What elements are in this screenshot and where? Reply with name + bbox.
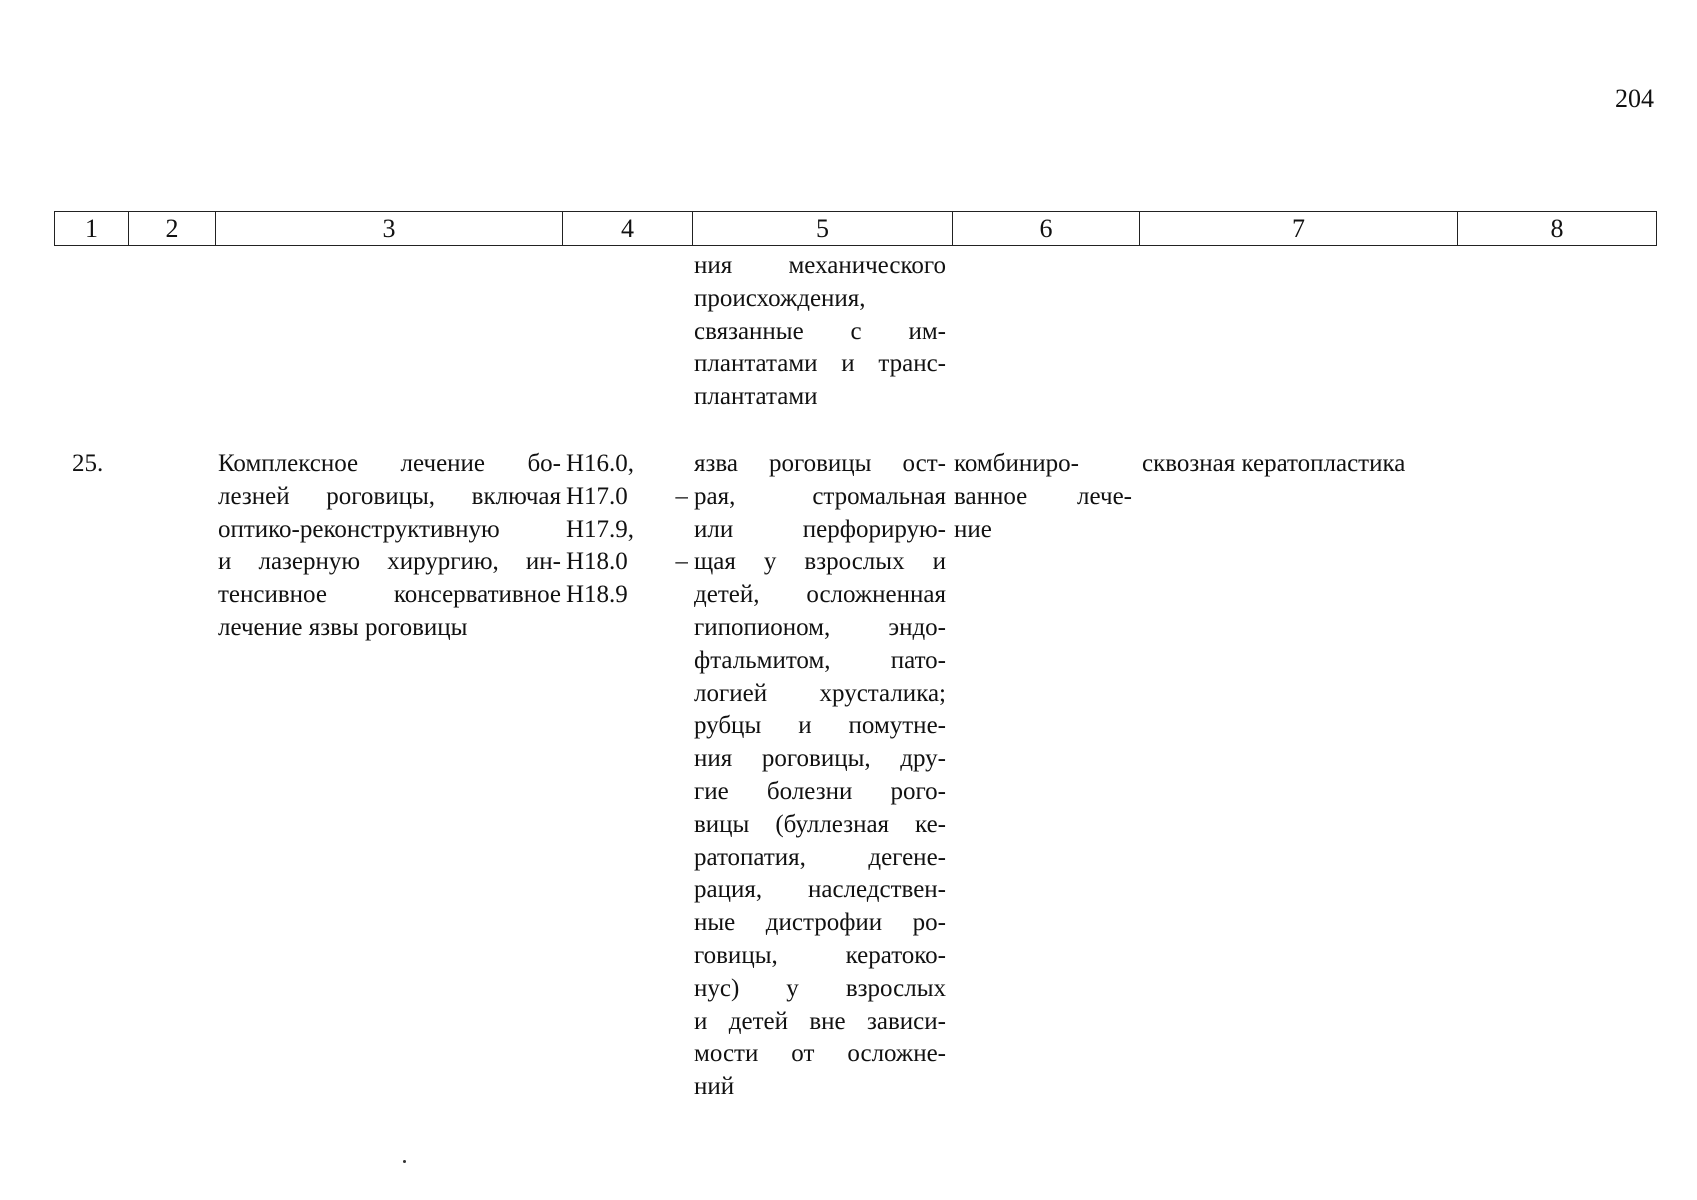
text-line: плантатами и транс- [694, 350, 946, 378]
text-line: ния роговицы, дру- [694, 745, 946, 773]
text-line: оптико-реконструктивную [218, 515, 500, 543]
text-line: язва роговицы ост- [694, 450, 946, 477]
text-line: плантатами [694, 383, 818, 411]
text-line: гие болезни рого- [694, 777, 946, 805]
text-line: H16.0, [566, 450, 635, 477]
row-col3-treatment-type [218, 448, 561, 645]
text-line: ние [954, 515, 992, 543]
text-line: логией хрусталика; [694, 679, 946, 707]
text-line: гипопионом, эндо- [694, 613, 946, 641]
row-col5-patient-model [694, 448, 946, 1104]
text-line: мости от осложне- [694, 1040, 946, 1068]
header-col-6: 6 [953, 212, 1140, 246]
scan-speck [403, 1160, 406, 1163]
header-col-4: 4 [563, 212, 693, 246]
text-line: сквозная кератопластика [1142, 450, 1406, 477]
text-line: лечение язвы роговицы [218, 613, 468, 641]
text-line: рая, стромальная [694, 482, 946, 510]
row-col6-treatment-kind [954, 448, 1132, 546]
text-line: детей, осложненная [694, 581, 946, 609]
header-col-2: 2 [129, 212, 216, 246]
header-col-7: 7 [1140, 212, 1458, 246]
text-line: тенсивное консервативное [218, 581, 561, 609]
text-line: лезней роговицы, включая [218, 482, 561, 510]
text-line: нус) у взрослых [694, 974, 946, 1002]
column-number-header [54, 211, 1657, 246]
text-line: рубцы и помутне- [694, 712, 946, 740]
text-line: фтальмитом, пато- [694, 646, 946, 674]
text-line: или перфорирую- [694, 515, 946, 543]
text-line: и лазерную хирургию, ин- [218, 548, 561, 576]
header-col-3: 3 [216, 212, 563, 246]
text-line: связанные с им- [694, 317, 946, 345]
text-line: ния механического [694, 252, 946, 279]
text-line: H18.0 – [566, 548, 688, 576]
text-line: H17.9, [566, 515, 635, 543]
text-line: ные дистрофии ро- [694, 909, 946, 937]
text-line: комбиниро- [954, 450, 1079, 477]
continuation-col5 [694, 250, 946, 414]
row-number: 25. [72, 450, 104, 477]
text-line: вицы (буллезная ке- [694, 810, 946, 838]
text-line: щая у взрослых и [694, 548, 946, 576]
text-line: говицы, кератоко- [694, 941, 946, 969]
header-col-5: 5 [693, 212, 953, 246]
text-line: ний [694, 1073, 735, 1101]
row-col7-method [1142, 448, 1472, 481]
text-line: ванное лече- [954, 482, 1132, 510]
text-line: происхождения, [694, 284, 866, 312]
header-col-8: 8 [1458, 212, 1657, 246]
header-col-1: 1 [55, 212, 129, 246]
text-line: H17.0 – [566, 482, 688, 510]
text-line: и детей вне зависи- [694, 1007, 946, 1035]
text-line: H18.9 [566, 581, 628, 609]
text-line: ратопатия, дегене- [694, 843, 946, 871]
page-number: 204 [1615, 84, 1654, 113]
row-col4-icd-codes [566, 448, 688, 612]
text-line: Комплексное лечение бо- [218, 450, 561, 477]
text-line: рация, наследствен- [694, 876, 946, 904]
